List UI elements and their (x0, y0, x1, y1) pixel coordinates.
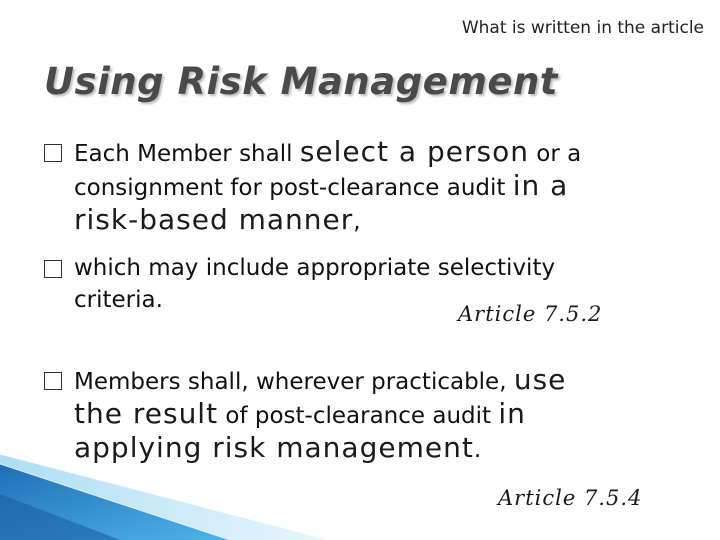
bullet-square-icon (44, 372, 62, 390)
bullet-3-line-1 (44, 364, 684, 398)
bullet-3-emphasis: in (498, 397, 526, 430)
bullet-3-emphasis: use (513, 363, 567, 396)
decorative-wave-graphic (0, 450, 330, 540)
bullet-3-emphasis: the result (74, 397, 219, 430)
bullet-1-emphasis: in a (512, 169, 569, 202)
bullet-1-line-3 (44, 204, 684, 238)
slide-title: Using Risk Management (44, 60, 558, 103)
bullet-1-text: consignment for post-clearance audit (74, 175, 513, 201)
bullet-3-text: Members shall, wherever practicable, (74, 369, 514, 395)
bullet-1-line-2 (44, 170, 684, 204)
bullet-3-line-2 (44, 398, 684, 432)
bullet-1-text: or a (528, 141, 582, 167)
bullet-3-emphasis: applying risk management (74, 431, 474, 464)
bullet-3-text: of post-clearance audit (218, 403, 499, 429)
bullet-square-icon (44, 260, 62, 278)
bullet-1-text: Each Member shall (74, 141, 300, 167)
bullet-3-text: . (473, 437, 482, 463)
bullet-square-icon (44, 144, 62, 162)
bullet-1 (44, 136, 684, 238)
header-caption: What is written in the article (461, 18, 704, 38)
bullet-2-text: which may include appropriate selectivity (74, 255, 556, 281)
bullet-2-line-1 (44, 252, 684, 284)
bullet-1-emphasis: risk-based manner (74, 203, 354, 236)
bullet-1-emphasis: select a person (299, 135, 529, 168)
bullet-1-line-1 (44, 136, 684, 170)
citation-article-7-5-2: Article 7.5.2 (458, 302, 603, 326)
citation-article-7-5-4: Article 7.5.4 (498, 486, 643, 510)
bullet-1-text: , (353, 209, 361, 235)
bullet-2-text: criteria. (74, 287, 163, 313)
